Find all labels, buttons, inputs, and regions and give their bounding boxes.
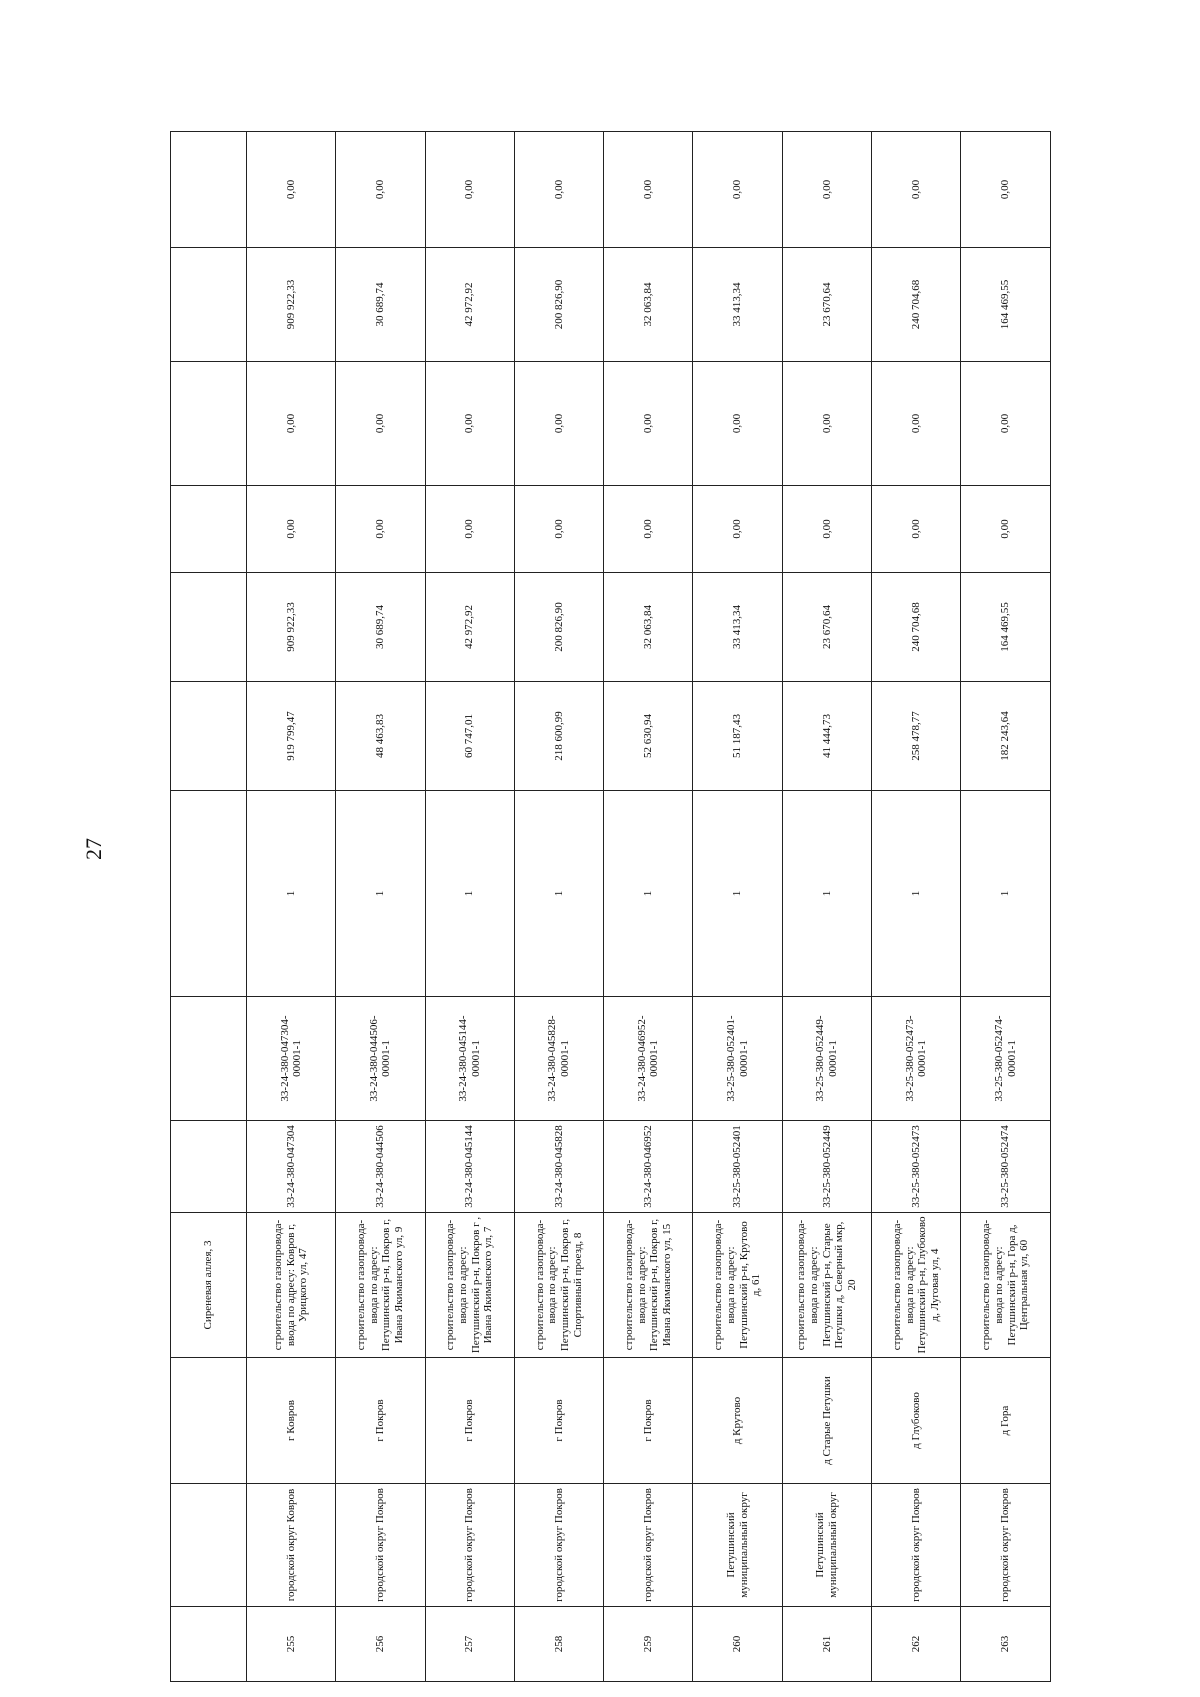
cell-v5: 240 704,68 <box>872 248 961 362</box>
cell-v4: 0,00 <box>961 362 1050 486</box>
cell-v3: 0,00 <box>425 486 514 573</box>
cell-description: строительство газопровода-ввода по адресу: Ковров г, Урицкого ул, 47 <box>247 1213 336 1358</box>
cell-v3: 0,00 <box>693 486 782 573</box>
cell-v1: 52 630,94 <box>604 682 693 791</box>
cell-v6: 0,00 <box>872 132 961 248</box>
cell-cadastral <box>171 1121 247 1213</box>
cell-v3 <box>171 486 247 573</box>
cell-description: строительство газопровода-ввода по адресу: Петушинский р-н, Крутово д, 61 <box>693 1213 782 1358</box>
cell-v6: 0,00 <box>604 132 693 248</box>
cell-v4: 0,00 <box>782 362 871 486</box>
cell-municipality: городской округ Покров <box>514 1484 603 1607</box>
table-row <box>872 132 961 1682</box>
page-number: 27 <box>81 838 106 860</box>
cell-v2: 32 063,84 <box>604 573 693 682</box>
cell-v3: 0,00 <box>247 486 336 573</box>
cell-description: строительство газопровода-ввода по адресу: Петушинский р-н, Покров г, Ивана Якиманского ул, 15 <box>604 1213 693 1358</box>
cell-v2: 33 413,34 <box>693 573 782 682</box>
cell-v6: 0,00 <box>782 132 871 248</box>
cell-num: 256 <box>336 1607 425 1682</box>
table-row <box>336 132 425 1682</box>
cell-v1: 218 600,99 <box>514 682 603 791</box>
cell-code: 33-25-380-052449-00001-1 <box>782 997 871 1121</box>
cell-settlement <box>171 1358 247 1484</box>
cell-qty: 1 <box>872 791 961 997</box>
cell-num: 260 <box>693 1607 782 1682</box>
cell-v2: 23 670,64 <box>782 573 871 682</box>
cell-v3: 0,00 <box>961 486 1050 573</box>
table-row <box>782 132 871 1682</box>
cell-municipality: городской округ Покров <box>961 1484 1050 1607</box>
cell-v2: 164 469,55 <box>961 573 1050 682</box>
cell-v5: 909 922,33 <box>247 248 336 362</box>
cell-qty: 1 <box>782 791 871 997</box>
cell-settlement: г Покров <box>336 1358 425 1484</box>
cell-v6: 0,00 <box>247 132 336 248</box>
data-table <box>170 131 1051 1682</box>
table-row-top <box>171 132 247 1682</box>
cell-settlement: г Покров <box>514 1358 603 1484</box>
cell-qty: 1 <box>247 791 336 997</box>
cell-code: 33-24-380-044506-00001-1 <box>336 997 425 1121</box>
cell-v2: 200 826,90 <box>514 573 603 682</box>
table-row <box>247 132 336 1682</box>
table-row <box>514 132 603 1682</box>
cell-description: строительство газопровода-ввода по адресу: Петушинский р-н, Покров г , Ивана Якиманского ул, 7 <box>425 1213 514 1358</box>
cell-v6 <box>171 132 247 248</box>
cell-v2: 30 689,74 <box>336 573 425 682</box>
cell-code: 33-24-380-045828-00001-1 <box>514 997 603 1121</box>
cell-settlement: г Покров <box>604 1358 693 1484</box>
cell-municipality: Петушинский муниципальный округ <box>693 1484 782 1607</box>
cell-v3: 0,00 <box>336 486 425 573</box>
cell-cadastral: 33-25-380-052474 <box>961 1121 1050 1213</box>
cell-qty: 1 <box>514 791 603 997</box>
cell-settlement: д Глубоково <box>872 1358 961 1484</box>
cell-cadastral: 33-25-380-052473 <box>872 1121 961 1213</box>
cell-cadastral: 33-24-380-045828 <box>514 1121 603 1213</box>
cell-settlement: г Покров <box>425 1358 514 1484</box>
cell-description: Сиреневая аллея, 3 <box>171 1213 247 1358</box>
cell-v3: 0,00 <box>604 486 693 573</box>
cell-v5: 30 689,74 <box>336 248 425 362</box>
cell-v1: 51 187,43 <box>693 682 782 791</box>
cell-num: 262 <box>872 1607 961 1682</box>
table-row <box>604 132 693 1682</box>
cell-v5: 23 670,64 <box>782 248 871 362</box>
cell-municipality: городской округ Покров <box>425 1484 514 1607</box>
cell-qty: 1 <box>693 791 782 997</box>
cell-v5: 33 413,34 <box>693 248 782 362</box>
cell-qty: 1 <box>425 791 514 997</box>
cell-v5: 164 469,55 <box>961 248 1050 362</box>
cell-num: 259 <box>604 1607 693 1682</box>
cell-v5: 200 826,90 <box>514 248 603 362</box>
cell-code: 33-25-380-052401-00001-1 <box>693 997 782 1121</box>
cell-v4: 0,00 <box>604 362 693 486</box>
cell-cadastral: 33-24-380-044506 <box>336 1121 425 1213</box>
cell-code: 33-24-380-045144-00001-1 <box>425 997 514 1121</box>
cell-v4: 0,00 <box>425 362 514 486</box>
cell-cadastral: 33-24-380-047304 <box>247 1121 336 1213</box>
cell-num: 258 <box>514 1607 603 1682</box>
cell-v1: 182 243,64 <box>961 682 1050 791</box>
cell-v1 <box>171 682 247 791</box>
cell-settlement: д Крутово <box>693 1358 782 1484</box>
cell-v1: 41 444,73 <box>782 682 871 791</box>
cell-settlement: г Ковров <box>247 1358 336 1484</box>
cell-v4 <box>171 362 247 486</box>
cell-v2: 240 704,68 <box>872 573 961 682</box>
rotated-table-container <box>170 132 1050 1682</box>
table-body <box>171 132 1051 1682</box>
cell-v5: 32 063,84 <box>604 248 693 362</box>
cell-description: строительство газопровода-ввода по адресу: Петушинский р-н, Покров г, Ивана Якиманского ул, 9 <box>336 1213 425 1358</box>
cell-cadastral: 33-25-380-052401 <box>693 1121 782 1213</box>
cell-code <box>171 997 247 1121</box>
cell-cadastral: 33-24-380-045144 <box>425 1121 514 1213</box>
cell-municipality: городской округ Покров <box>336 1484 425 1607</box>
cell-num: 255 <box>247 1607 336 1682</box>
cell-v6: 0,00 <box>961 132 1050 248</box>
cell-v3: 0,00 <box>872 486 961 573</box>
cell-v2 <box>171 573 247 682</box>
cell-v4: 0,00 <box>693 362 782 486</box>
cell-v1: 919 799,47 <box>247 682 336 791</box>
cell-settlement: д Старые Петушки <box>782 1358 871 1484</box>
cell-v6: 0,00 <box>514 132 603 248</box>
cell-v1: 258 478,77 <box>872 682 961 791</box>
cell-num: 263 <box>961 1607 1050 1682</box>
cell-v1: 60 747,01 <box>425 682 514 791</box>
cell-v2: 42 972,92 <box>425 573 514 682</box>
cell-v3: 0,00 <box>514 486 603 573</box>
cell-num <box>171 1607 247 1682</box>
cell-qty: 1 <box>961 791 1050 997</box>
cell-cadastral: 33-24-380-046952 <box>604 1121 693 1213</box>
cell-qty <box>171 791 247 997</box>
cell-v2: 909 922,33 <box>247 573 336 682</box>
cell-description: строительство газопровода-ввода по адресу: Петушинский р-н, Глубоково д, Луговая ул, 4 <box>872 1213 961 1358</box>
cell-v4: 0,00 <box>336 362 425 486</box>
cell-code: 33-25-380-052474-00001-1 <box>961 997 1050 1121</box>
table-row <box>425 132 514 1682</box>
cell-municipality: городской округ Ковров <box>247 1484 336 1607</box>
cell-settlement: д Гора <box>961 1358 1050 1484</box>
cell-description: строительство газопровода-ввода по адресу: Петушинский р-н, Покров г, Спортивный проезд, 8 <box>514 1213 603 1358</box>
cell-municipality: городской округ Покров <box>604 1484 693 1607</box>
cell-v4: 0,00 <box>247 362 336 486</box>
cell-qty: 1 <box>604 791 693 997</box>
cell-v6: 0,00 <box>425 132 514 248</box>
cell-description: строительство газопровода-ввода по адресу: Петушинский р-н, Старые Петушки д, Северный мкр, 20 <box>782 1213 871 1358</box>
cell-v6: 0,00 <box>336 132 425 248</box>
table-row <box>693 132 782 1682</box>
table-row <box>961 132 1050 1682</box>
cell-v4: 0,00 <box>872 362 961 486</box>
cell-code: 33-25-380-052473-00001-1 <box>872 997 961 1121</box>
cell-v6: 0,00 <box>693 132 782 248</box>
cell-v5 <box>171 248 247 362</box>
cell-description: строительство газопровода-ввода по адресу: Петушинский р-н, Гора д, Центральная ул, 60 <box>961 1213 1050 1358</box>
cell-cadastral: 33-25-380-052449 <box>782 1121 871 1213</box>
cell-code: 33-24-380-046952-00001-1 <box>604 997 693 1121</box>
cell-qty: 1 <box>336 791 425 997</box>
cell-municipality <box>171 1484 247 1607</box>
cell-v5: 42 972,92 <box>425 248 514 362</box>
cell-v3: 0,00 <box>782 486 871 573</box>
cell-num: 257 <box>425 1607 514 1682</box>
cell-municipality: Петушинский муниципальный округ <box>782 1484 871 1607</box>
cell-municipality: городской округ Покров <box>872 1484 961 1607</box>
cell-v4: 0,00 <box>514 362 603 486</box>
cell-code: 33-24-380-047304-00001-1 <box>247 997 336 1121</box>
cell-v1: 48 463,83 <box>336 682 425 791</box>
cell-num: 261 <box>782 1607 871 1682</box>
